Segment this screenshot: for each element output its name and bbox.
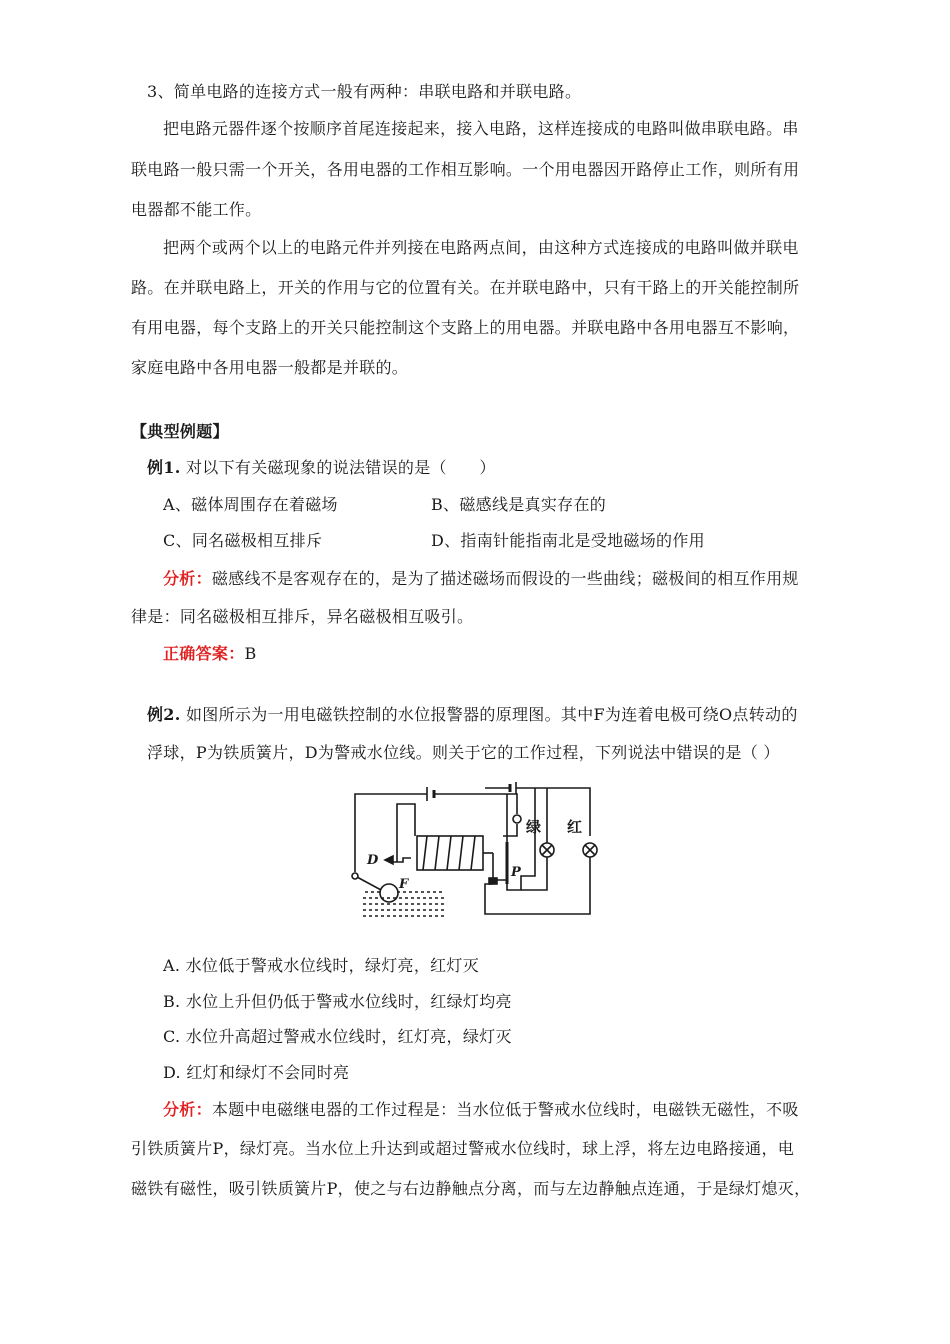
- example-1-question: [147, 457, 496, 479]
- label-f: F: [399, 877, 409, 892]
- option-a: A、磁体周围存在着磁场: [163, 495, 338, 514]
- example-2-question: [147, 704, 798, 726]
- question-text: 如图所示为一用电磁铁控制的水位报警器的原理图。其中F为连着电极可绕O点转动的: [186, 705, 798, 724]
- option-b: B. 水位上升但仍低于警戒水位线时，红绿灯均亮: [163, 992, 512, 1011]
- question-text: 浮球，P为铁质簧片，D为警戒水位线。则关于它的工作过程，下列说法中错误的是（ ）: [147, 743, 780, 762]
- paragraph-line: 路。在并联电路上，开关的作用与它的位置有关。在并联电路中，只有干路上的开关能控制所: [131, 278, 800, 297]
- analysis-text: 本题中电磁继电器的工作过程是：当水位低于警戒水位线时，电磁铁无磁性，不吸: [211, 1100, 799, 1119]
- analysis-label: 分析：: [163, 1100, 212, 1119]
- label-d: D: [367, 853, 379, 868]
- option-d: D、指南针能指南北是受地磁场的作用: [431, 531, 705, 550]
- option-d: D. 红灯和绿灯不会同时亮: [163, 1063, 350, 1082]
- paragraph-line: 把两个或两个以上的电路元件并列接在电路两点间，由这种方式连接成的电路叫做并联电: [163, 238, 799, 257]
- label-green: 绿: [526, 818, 542, 836]
- paragraph-line: 电器都不能工作。: [131, 200, 262, 219]
- analysis-text: 律是：同名磁极相互排斥，异名磁极相互吸引。: [131, 607, 474, 626]
- example-label: 例1.: [147, 458, 181, 477]
- question-text: 对以下有关磁现象的说法错误的是（ ）: [186, 458, 496, 477]
- analysis: [163, 1099, 799, 1121]
- example-label: 例2.: [147, 705, 181, 724]
- paragraph-line: 有用电器，每个支路上的开关只能控制这个支路上的用电器。并联电路中各用电器互不影响，: [131, 318, 800, 337]
- analysis-text: 引铁质簧片P，绿灯亮。当水位上升达到或超过警戒水位线时，球上浮，将左边电路接通，电: [131, 1139, 795, 1158]
- analysis-text: 磁铁有磁性，吸引铁质簧片P，使之与右边静触点分离，而与左边静触点连通，于是绿灯熄灭，: [131, 1179, 811, 1198]
- analysis-text: 磁感线不是客观存在的，是为了描述磁场而假设的一些曲线；磁极间的相互作用规: [211, 569, 799, 588]
- paragraph-line: 把电路元器件逐个按顺序首尾连接起来，接入电路，这样连接成的电路叫做串联电路。串: [163, 119, 799, 138]
- section-heading: 3、简单电路的连接方式一般有两种：串联电路和并联电路。: [147, 82, 582, 101]
- option-c: C、同名磁极相互排斥: [163, 531, 323, 550]
- analysis-label: 分析：: [163, 569, 212, 588]
- label-red: 红: [567, 818, 583, 836]
- examples-title: 【典型例题】: [131, 422, 229, 441]
- water-level-alarm-diagram: [345, 780, 610, 930]
- label-p: P: [511, 865, 521, 880]
- option-a: A. 水位低于警戒水位线时，绿灯亮，红灯灭: [163, 956, 480, 975]
- paragraph-line: 联电路一般只需一个开关，各用电器的工作相互影响。一个用电器因开路停止工作，则所有用: [131, 160, 800, 179]
- answer-value: B: [244, 644, 257, 663]
- answer: [163, 643, 257, 665]
- paragraph-line: 家庭电路中各用电器一般都是并联的。: [131, 358, 409, 377]
- answer-label: 正确答案：: [163, 644, 245, 663]
- option-c: C. 水位升高超过警戒水位线时，红灯亮，绿灯灭: [163, 1027, 512, 1046]
- analysis: [163, 568, 799, 590]
- option-b: B、磁感线是真实存在的: [431, 495, 607, 514]
